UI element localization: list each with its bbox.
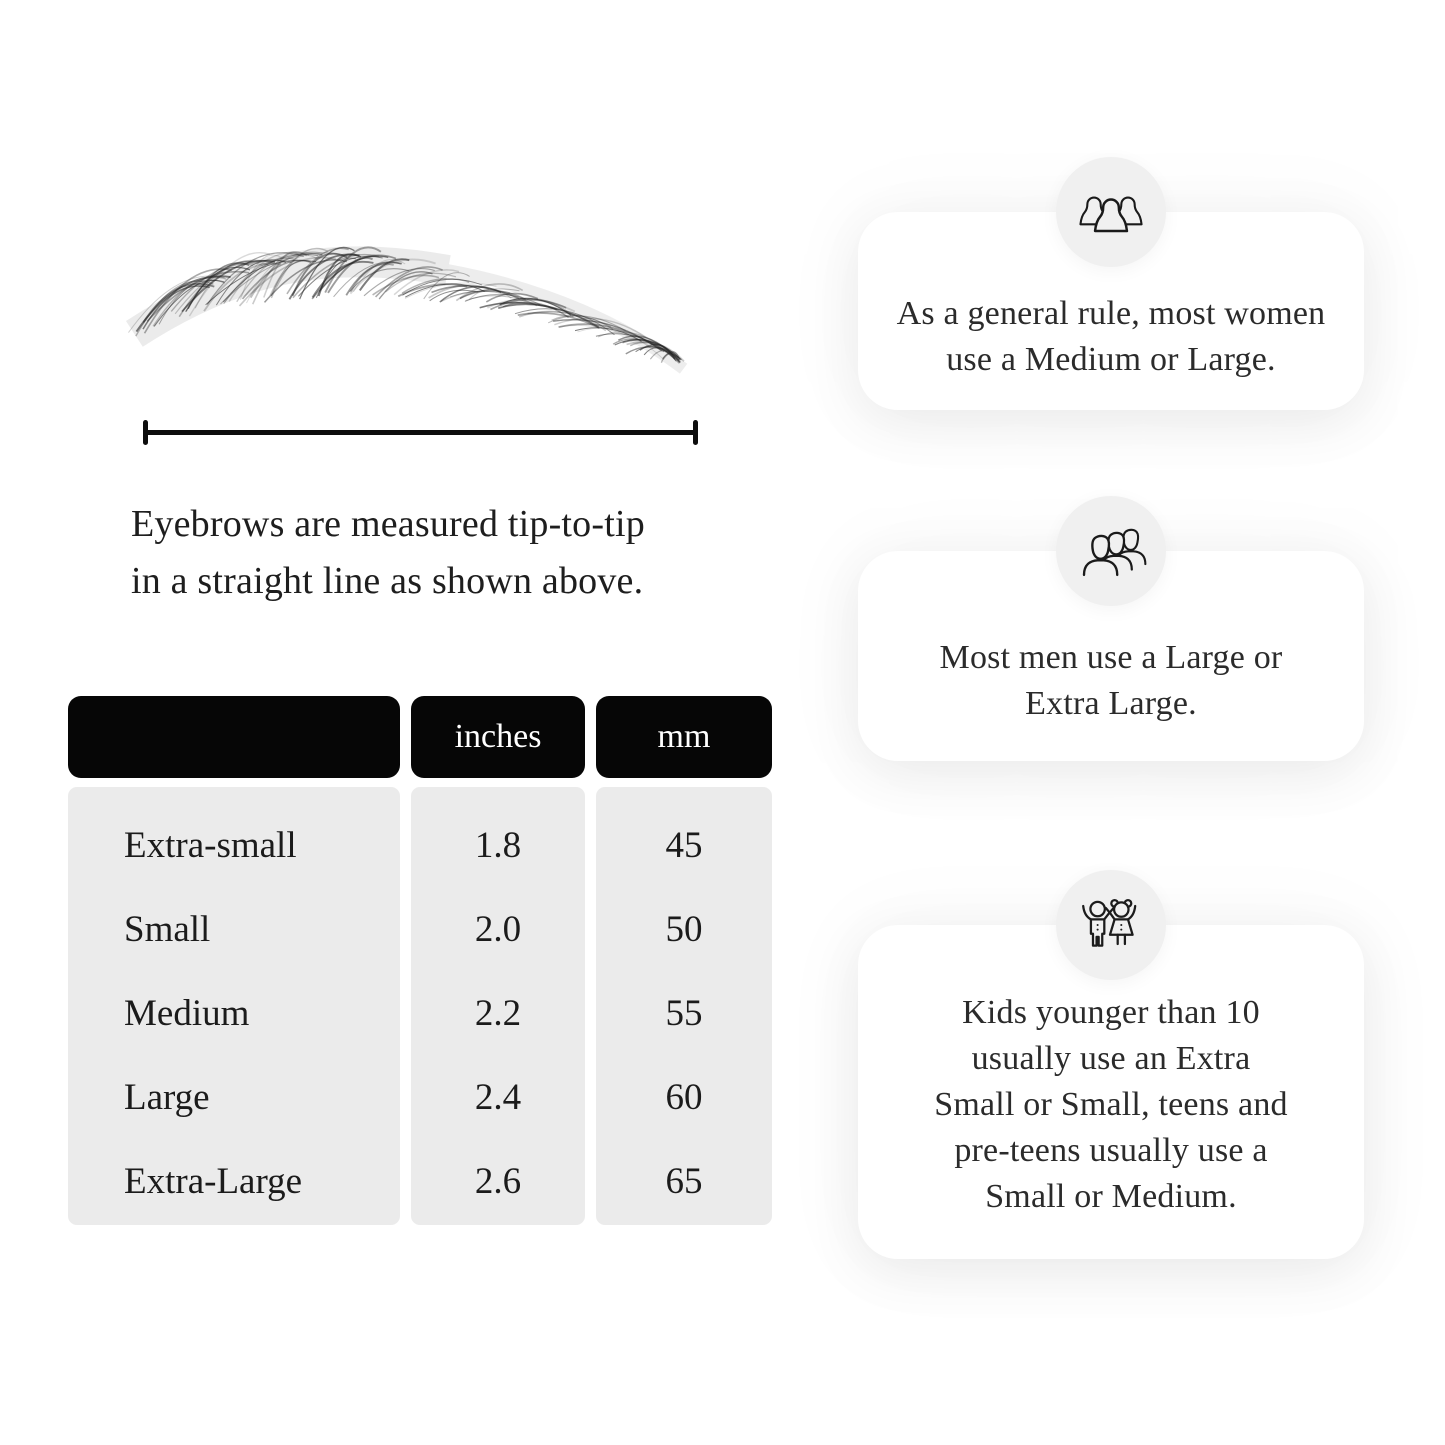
inches-value: 2.0 [474, 908, 522, 950]
size-table [68, 696, 772, 1225]
inches-value: 2.4 [474, 1076, 522, 1118]
header-cell-size [68, 696, 400, 778]
measurement-caption [131, 496, 751, 610]
size-table-body [68, 787, 772, 1225]
inches-value: 1.8 [474, 824, 522, 866]
mm-value: 65 [665, 1160, 703, 1202]
caption-line: in a straight line as shown above. [131, 560, 644, 602]
inches-value: 2.2 [474, 992, 522, 1034]
table-row [68, 1139, 772, 1223]
mm-value: 55 [665, 992, 703, 1034]
info-card-kids [858, 925, 1364, 1259]
info-card-men [858, 551, 1364, 761]
card-text-line: Extra Large. [1025, 684, 1197, 722]
card-text-line: Small or Small, teens and [934, 1086, 1288, 1123]
size-label: Extra-Large [124, 1160, 303, 1202]
table-row [68, 1055, 772, 1139]
info-card-women [858, 212, 1364, 410]
header-cell-mm: mm [596, 696, 772, 778]
card-text-line: As a general rule, most women [896, 295, 1326, 332]
card-text [858, 925, 1364, 1259]
mm-value: 60 [665, 1076, 703, 1118]
card-text-line: Small or Medium. [985, 1178, 1237, 1215]
header-cell-inches: inches [411, 696, 585, 778]
inches-value: 2.6 [474, 1160, 522, 1202]
eyebrow-sketch-illustration [118, 232, 702, 404]
card-text-line: Most men use a Large or [939, 638, 1283, 676]
table-row [68, 803, 772, 887]
card-text [858, 551, 1364, 761]
card-text-line: Kids younger than 10 [962, 994, 1260, 1031]
caption-line: Eyebrows are measured tip-to-tip [131, 503, 645, 545]
size-label: Large [124, 1076, 210, 1118]
card-text-line: pre-teens usually use a [954, 1132, 1268, 1169]
card-text-line: usually use an Extra [971, 1040, 1251, 1077]
mm-value: 45 [665, 824, 703, 866]
size-table-header [68, 696, 772, 778]
size-label: Medium [124, 992, 250, 1034]
card-text-line: use a Medium or Large. [946, 341, 1276, 378]
size-label: Extra-small [124, 824, 297, 866]
table-row [68, 971, 772, 1055]
mm-value: 50 [665, 908, 703, 950]
table-row [68, 887, 772, 971]
measurement-line [145, 430, 696, 435]
card-text [858, 212, 1364, 410]
size-label: Small [124, 908, 211, 950]
